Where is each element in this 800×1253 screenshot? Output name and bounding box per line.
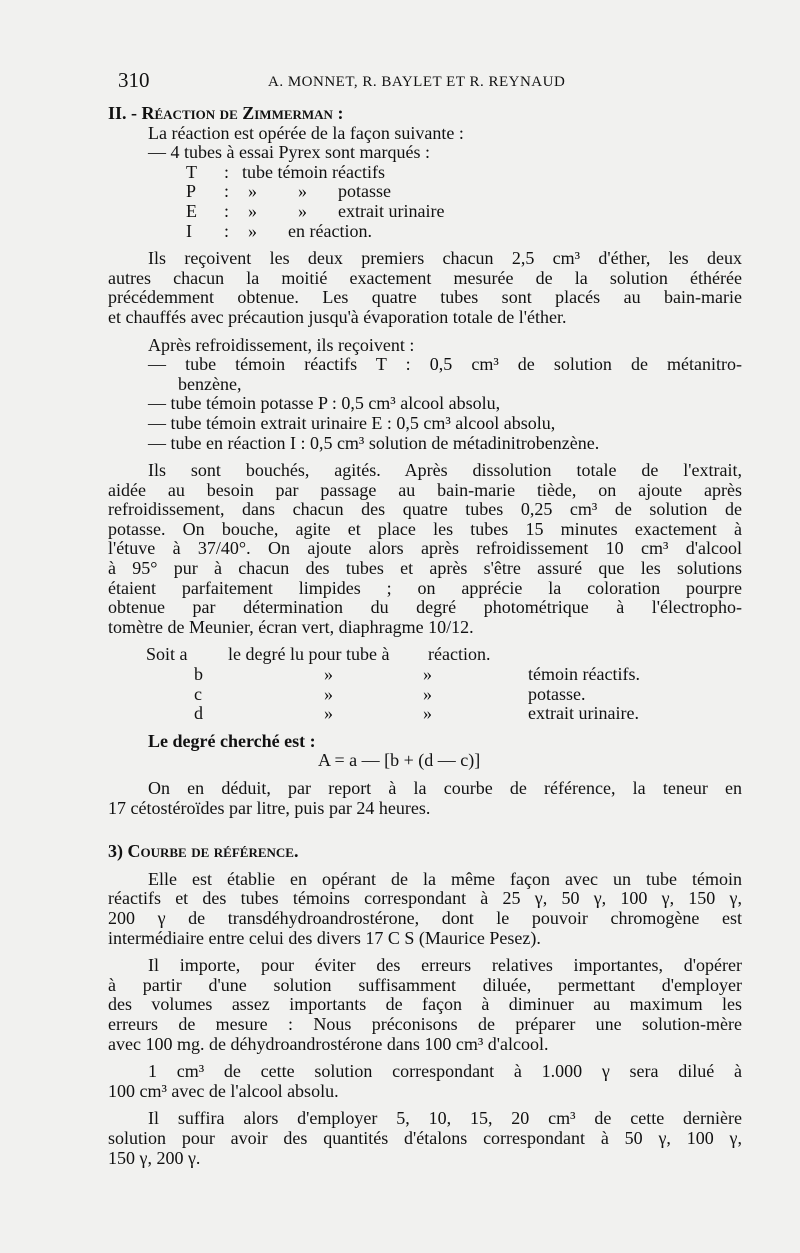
variable-text: le degré lu pour tube à bbox=[228, 644, 390, 665]
tube-letter: E bbox=[186, 200, 197, 221]
list-item: benzène, bbox=[178, 373, 242, 394]
section-title: 3) Courbe de référence. bbox=[108, 841, 299, 862]
variable-target: réaction. bbox=[428, 644, 491, 665]
paragraph-line: Après refroidissement, ils reçoivent : bbox=[148, 334, 415, 355]
tube-letter: P bbox=[186, 181, 197, 202]
tube-row bbox=[108, 222, 742, 242]
section-title: II. - Réaction de Zimmerman : bbox=[108, 103, 344, 123]
paragraph-line: à 95° pur à chacun des tubes et après s'être assuré que les solutions bbox=[108, 558, 742, 579]
tube-desc: tube témoin réactifs bbox=[242, 161, 385, 182]
paragraph-line: 150 γ, 200 γ. bbox=[108, 1147, 201, 1168]
variable-label: b bbox=[194, 664, 203, 685]
page-body bbox=[108, 104, 742, 1168]
page-number: 310 bbox=[118, 68, 150, 92]
list-item: — tube témoin extrait urinaire E : 0,5 cm³ alcool absolu, bbox=[148, 412, 556, 433]
tube-row bbox=[108, 182, 742, 202]
paragraph-line: — 4 tubes à essai Pyrex sont marqués : bbox=[148, 142, 430, 163]
tube-desc: potasse bbox=[338, 181, 391, 202]
paragraph-line: solution pour avoir des quantités d'étalons correspondant à 50 γ, 100 γ, bbox=[108, 1127, 742, 1148]
formula: A = a — [b + (d — c)] bbox=[318, 750, 481, 771]
paragraph-line: refroidissement, dans chacun des quatre tubes 0,25 cm³ de solution de bbox=[108, 499, 742, 520]
variable-row bbox=[108, 704, 742, 724]
paragraph-line: Il importe, pour éviter des erreurs relatives importantes, d'opérer bbox=[148, 955, 742, 976]
paragraph-line: intermédiaire entre celui des divers 17 C S (Maurice Pesez). bbox=[108, 927, 541, 948]
paragraph-line: aidée au besoin par passage au bain-marie tiède, on ajoute après bbox=[108, 479, 742, 500]
paragraph-line: Elle est établie en opérant de la même façon avec un tube témoin bbox=[148, 868, 742, 889]
list-item: — tube témoin réactifs T : 0,5 cm³ de solution de métanitro- bbox=[148, 354, 742, 375]
variable-row bbox=[108, 685, 742, 705]
spacer bbox=[108, 637, 742, 645]
tube-list bbox=[108, 163, 742, 241]
paragraph-line: Il suffira alors d'employer 5, 10, 15, 20 cm³ de cette dernière bbox=[148, 1108, 742, 1129]
paragraph-line: obtenue par détermination du degré photométrique à l'électropho- bbox=[108, 597, 742, 618]
running-head: A. MONNET, R. BAYLET ET R. REYNAUD bbox=[268, 74, 566, 90]
ditto-mark: » bbox=[298, 200, 307, 221]
paragraph-line: des volumes assez importants de façon à diminuer au maximum les bbox=[108, 994, 742, 1015]
tube-sep: : bbox=[224, 220, 230, 241]
ditto-marks: » » bbox=[324, 703, 432, 724]
paragraph-line: 1 cm³ de cette solution correspondant à 1.000 γ sera dilué à bbox=[148, 1061, 742, 1082]
ditto-marks: » » bbox=[324, 664, 432, 685]
tube-sep: : bbox=[224, 181, 230, 202]
paragraph-line: erreurs de mesure : Nous préconisons de préparer une solution-mère bbox=[108, 1013, 742, 1034]
paragraph-line: l'étuve à 37/40°. On ajoute alors après refroidissement 10 cm³ d'alcool bbox=[108, 538, 742, 559]
list-item: — tube témoin potasse P : 0,5 cm³ alcool absolu, bbox=[148, 393, 501, 414]
paragraph-line: La réaction est opérée de la façon suivante : bbox=[148, 122, 464, 143]
tube-row bbox=[108, 202, 742, 222]
list-item: — tube en réaction I : 0,5 cm³ solution de métadinitrobenzène. bbox=[148, 432, 600, 453]
tube-letter: I bbox=[186, 220, 192, 241]
paragraph-line: On en déduit, par report à la courbe de référence, la teneur en bbox=[148, 778, 742, 798]
variable-row bbox=[108, 665, 742, 685]
tube-sep: : bbox=[224, 161, 230, 182]
paragraph-line: autres chacun la moitié exactement mesurée de la solution éthérée bbox=[108, 267, 742, 288]
paragraph-line: 200 γ de transdéhydroandrostérone, dont le pouvoir chromogène est bbox=[108, 907, 742, 928]
page-header bbox=[118, 68, 682, 98]
variable-target: témoin réactifs. bbox=[528, 664, 640, 685]
variable-target: extrait urinaire. bbox=[528, 703, 639, 724]
paragraph-line: et chauffés avec précaution jusqu'à évaporation totale de l'éther. bbox=[108, 306, 567, 327]
paragraph-line: étaient parfaitement limpides ; on apprécie la coloration pourpre bbox=[108, 577, 742, 598]
ditto-marks: » » bbox=[324, 683, 432, 704]
tube-desc: en réaction. bbox=[288, 220, 372, 241]
variable-target: potasse. bbox=[528, 683, 586, 704]
ditto-mark: » bbox=[248, 181, 257, 202]
paragraph-line: 17 cétostéroïdes par litre, puis par 24 heures. bbox=[108, 797, 431, 818]
tube-letter: T bbox=[186, 161, 197, 182]
tube-row bbox=[108, 163, 742, 183]
tube-desc: extrait urinaire bbox=[338, 200, 445, 221]
spacer bbox=[108, 818, 742, 830]
paragraph-line: Ils reçoivent les deux premiers chacun 2,5 cm³ d'éther, les deux bbox=[148, 248, 742, 269]
paragraph-line: à partir d'une solution suffisamment diluée, permettant d'employer bbox=[108, 974, 742, 995]
variable-label: Soit a bbox=[146, 644, 188, 665]
variable-label: c bbox=[194, 683, 202, 704]
paragraph-line: potasse. On bouche, agite et place les tubes 15 minutes exactement à bbox=[108, 518, 742, 539]
ditto-mark: » bbox=[298, 181, 307, 202]
variable-row bbox=[108, 645, 742, 665]
tube-sep: : bbox=[224, 200, 230, 221]
variable-label: d bbox=[194, 703, 203, 724]
paragraph-line: Le degré cherché est : bbox=[148, 730, 316, 751]
paragraph-line: avec 100 mg. de déhydroandrostérone dans 100 cm³ d'alcool. bbox=[108, 1033, 549, 1054]
ditto-mark: » bbox=[248, 220, 257, 241]
paragraph-line: précédemment obtenue. Les quatre tubes sont placés au bain-marie bbox=[108, 287, 742, 308]
paragraph-line: réactifs et des tubes témoins correspondant à 25 γ, 50 γ, 100 γ, 150 γ, bbox=[108, 888, 742, 909]
paragraph-line: 100 cm³ avec de l'alcool absolu. bbox=[108, 1080, 339, 1101]
paragraph-line: tomètre de Meunier, écran vert, diaphragme 10/12. bbox=[108, 616, 474, 637]
ditto-mark: » bbox=[248, 200, 257, 221]
paragraph-line: Ils sont bouchés, agités. Après dissolution totale de l'extrait, bbox=[148, 460, 742, 481]
